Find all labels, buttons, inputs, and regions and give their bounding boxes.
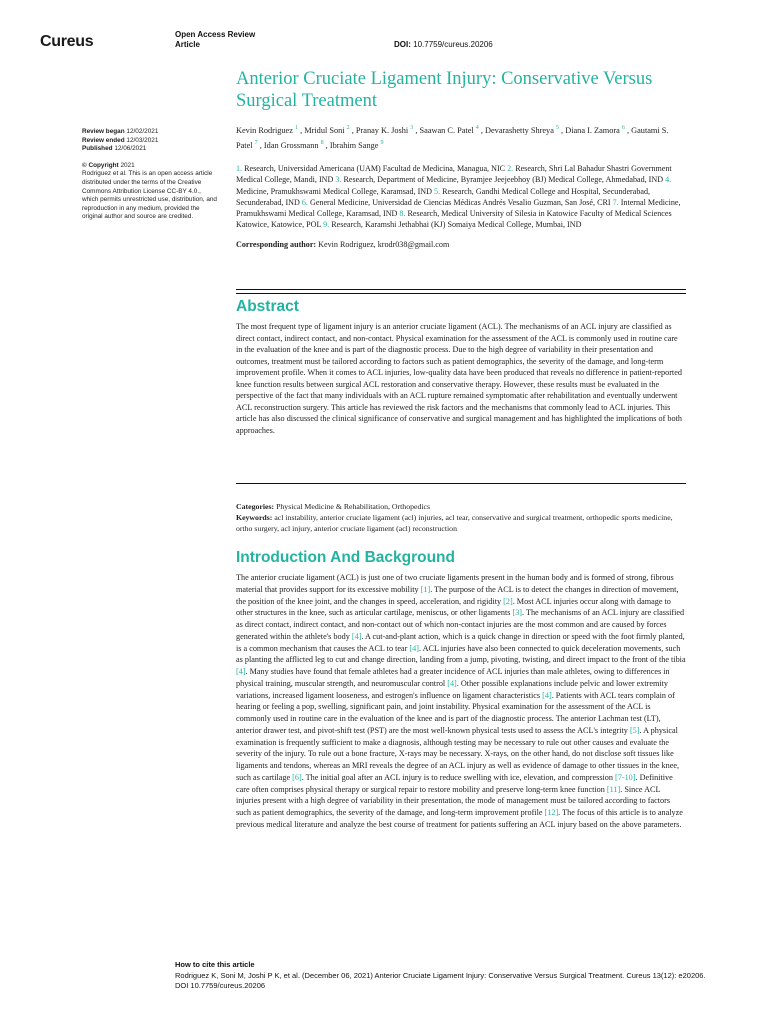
categories-value: Physical Medicine & Rehabilitation, Orthopedics bbox=[276, 502, 431, 511]
reference-link[interactable]: [4] bbox=[542, 690, 552, 700]
author-affiliation-number: 9 bbox=[380, 140, 384, 147]
cite-heading: How to cite this article bbox=[175, 960, 255, 969]
intro-text-segment: . Definitive care often comprises physical therapy or surgical repair to restore mobility and preserve long-term knee function bbox=[236, 772, 673, 794]
cureus-logo[interactable]: Cureus bbox=[40, 33, 94, 50]
affiliation-number: 9. bbox=[323, 220, 330, 230]
affiliation-number: 2. bbox=[507, 164, 514, 174]
affiliation-number: 6. bbox=[301, 197, 308, 207]
article-type bbox=[175, 30, 255, 50]
intro-text-segment: . ACL injuries have also been connected to quick deceleration movements, such as planting the afflicted leg to cut and change direction, landing from a jump, pivoting, twisting, and direct impact to the front of the tibia bbox=[236, 643, 686, 665]
author-affiliation-number: 4 bbox=[475, 125, 479, 131]
abstract-heading: Abstract bbox=[236, 298, 299, 315]
affiliation-text: Research, Medical University of Silesia in Katowice Faculty of Medical Sciences Katowice, Katowice, POL bbox=[236, 208, 672, 230]
published-date: 12/06/2021 bbox=[114, 145, 147, 153]
published bbox=[82, 145, 217, 154]
reference-link[interactable]: [7-10] bbox=[615, 772, 636, 782]
corresponding-label: Corresponding author: bbox=[236, 240, 317, 250]
reference-link[interactable]: [12] bbox=[544, 808, 559, 817]
reference-link[interactable]: [6] bbox=[292, 772, 302, 782]
article-header bbox=[236, 68, 686, 250]
author-name[interactable]: Diana I. Zamora bbox=[565, 125, 620, 135]
keywords bbox=[236, 512, 686, 534]
author-affiliation-number: 3 bbox=[410, 125, 414, 131]
review-ended-label: Review ended bbox=[82, 136, 125, 144]
categories bbox=[236, 501, 686, 512]
author-name[interactable]: Kevin Rodriguez bbox=[236, 125, 293, 135]
affiliation-text: Research, Karamshi Jethabhai (KJ) Somaiya Medical College, Mumbai, IND bbox=[331, 220, 582, 230]
intro-text-segment: The anterior cruciate ligament (ACL) is just one of two cruciate ligaments present in the human body and is formed of strong, fibrous material that provides support for its excessive mobility bbox=[236, 573, 674, 594]
review-began-date: 12/02/2021 bbox=[126, 128, 159, 135]
keywords-value: acl instability, anterior cruciate ligament (acl) injuries, acl tear, conservative and surgical treatment, orthopedic sports medicine, ortho surgery, acl injury, anterior cruciate ligament (acl) reconstruction bbox=[236, 513, 673, 533]
doi-label: DOI: bbox=[394, 40, 411, 49]
corresponding-author bbox=[236, 239, 686, 250]
reference-link[interactable]: [4] bbox=[236, 667, 246, 676]
intro-text-segment: . Since ACL injuries present with a high degree of variability in their presentation, the mode of management must be tailored according to factors such as patient demographics, the severity of the damage, and long-term improvement profile bbox=[236, 784, 671, 817]
author-name[interactable]: Pranay K. Joshi bbox=[355, 125, 409, 135]
categories-label: Categories: bbox=[236, 502, 275, 511]
sidebar bbox=[82, 128, 217, 222]
published-label: Published bbox=[82, 145, 113, 153]
doi bbox=[394, 40, 493, 49]
license-text: Rodriguez et al. This is an open access article distributed under the terms of the Creative Commons Attribution License CC-BY 4.0., which permits unrestricted use, distribution, and reproduction in any medium, provided the original author and source are credited. bbox=[82, 170, 217, 221]
author-name[interactable]: Idan Grossmann bbox=[263, 140, 319, 150]
abstract-text: The most frequent type of ligament injury is an anterior cruciate ligament (ACL). The mechanisms of an ACL injury are classified as direct contact, indirect contact, and non-contact. Physical examination for the assessment of the ACL is commonly used in routine care in the evaluation of the knee and is part of the diagnostic process. Due to the high degree of variability in their presentation and outcomes, treatment must be tailored according to factors such as patient demographics, the severity of the damage, and long-term improvement profile. When it comes to ACL injuries, low-quality data have been produced that reveals no difference in patient-reported knee function results between surgical ACL restoration and conservative therapy. However, these results must be evaluated in the perspective of the fact that many individuals with an ACL rupture remained symptomatic after rehabilitation and eventually underwent ACL reconstruction surgery. This article has reviewed the risk factors and the mechanisms that commonly lead to ACL injuries. This article has also discussed the clinical significance of conservative and surgical management and has highlighted the implications of both approaches. bbox=[236, 322, 682, 435]
reference-link[interactable]: [2] bbox=[503, 596, 513, 606]
intro-text-segment: . A cut-and-plant action, which is a quick change in direction or speed with the foot firmly planted, is a common mechanism that causes the ACL to tear bbox=[236, 631, 685, 653]
affiliation-text: Research, Gandhi Medical College and Hospital, Secunderabad, Secunderabad, IND bbox=[236, 186, 651, 207]
affiliation-number: 5. bbox=[434, 186, 441, 196]
intro-heading: Introduction And Background bbox=[236, 549, 455, 566]
intro-text-segment: . The initial goal after an ACL injury is to reduce swelling with ice, elevation, and compression bbox=[301, 772, 616, 782]
section-divider-double bbox=[236, 289, 686, 294]
cite-text: Rodriguez K, Soni M, Joshi P K, et al. (December 06, 2021) Anterior Cruciate Ligament Injury: Conservative Versus Surgical Treatment. Cureus 13(12): e20206. DOI 10.7759/cureus.20206 bbox=[175, 971, 706, 990]
article-type-line1: Open Access Review bbox=[175, 30, 256, 39]
affiliation-text: Internal Medicine, Pramukhswami Medical College, Karamsad, IND bbox=[236, 197, 681, 218]
author-affiliation-number: 2 bbox=[346, 125, 350, 131]
author-list: Kevin Rodriguez $^1$ , Mridul Soni $^2$ , Pranay K. Joshi $^3$ , Saawan C. Patel $^4$ , Devarashetty Shreya $^5$ , Diana I. Zamora $^6$ , Gautami S. Patel $^7$ , Idan Grossmann $^8$ , Ibrahim Sange $^9$ bbox=[236, 125, 669, 150]
reference-link[interactable]: [11] bbox=[606, 784, 621, 794]
affiliation-number: 4. bbox=[665, 175, 672, 185]
reference-link[interactable]: [4] bbox=[409, 643, 419, 653]
intro-text-segment: . The purpose of the ACL is to detect the changes in direction of movement, the position of the knee joint, and the changes in speed, acceleration, and rigidity bbox=[236, 584, 679, 606]
copyright bbox=[82, 162, 217, 171]
author-name[interactable]: Gautami S. Patel bbox=[236, 125, 669, 150]
review-began-label: Review began bbox=[82, 128, 125, 135]
author-affiliation-number: 7 bbox=[254, 140, 258, 147]
author-name[interactable]: Mridul Soni bbox=[304, 125, 345, 135]
article-title: Anterior Cruciate Ligament Injury: Conservative Versus Surgical Treatment bbox=[236, 69, 653, 111]
reference-link[interactable]: [5] bbox=[629, 725, 640, 735]
reference-link[interactable]: [4] bbox=[447, 678, 457, 688]
categories-keywords bbox=[236, 501, 686, 534]
review-ended bbox=[82, 137, 217, 146]
affiliation-text: General Medicine, Universidad de Ciencias Médicas Andrés Vesalio Guzman, San José, CRI bbox=[309, 197, 611, 207]
reference-link[interactable]: [4] bbox=[351, 631, 362, 641]
intro-text-segment: . The focus of this article is to analyze previous medical literature and analyze the best course of treatment for patients suffering an ACL injury based on the above parameters. bbox=[236, 808, 683, 829]
author-name[interactable]: Saawan C. Patel bbox=[419, 125, 474, 135]
intro-text-segment: . Most ACL injuries occur along with damage to other structures in the knee, such as articular cartilage, meniscus, or other ligaments bbox=[236, 596, 671, 618]
affiliation-text: Research, Department of Medicine, Byramjee Jeejeebhoy (BJ) Medical College, Ahmedabad, IND bbox=[343, 175, 664, 185]
author-name[interactable]: Ibrahim Sange bbox=[329, 140, 379, 150]
author-affiliation-number: 1 bbox=[295, 125, 298, 131]
copyright-year: 2021 bbox=[120, 161, 135, 169]
author-name[interactable]: Devarashetty Shreya bbox=[485, 125, 554, 135]
author-affiliation-number: 8 bbox=[320, 140, 324, 147]
how-to-cite bbox=[175, 960, 715, 991]
intro-text bbox=[236, 572, 686, 831]
author-affiliation-number: 5 bbox=[555, 125, 559, 131]
reference-link[interactable]: [3] bbox=[512, 608, 523, 618]
intro-text-segment: . Many studies have found that female athletes had a greater incidence of ACL injuries than male athletes, owing to differences in physical training, muscular strength, and neuromuscular control bbox=[236, 667, 670, 688]
intro-text-segment: . Other possible explanations include pelvic and lower extremity variations, increased ligament looseness, and estrogen's influence on ligament characteristics bbox=[236, 678, 669, 700]
article-type-line2: Article bbox=[175, 40, 200, 49]
review-ended-date: 12/03/2021 bbox=[126, 136, 159, 144]
copyright-label: © Copyright bbox=[82, 161, 119, 169]
affiliation-list bbox=[236, 163, 686, 230]
keywords-label: Keywords: bbox=[236, 513, 273, 522]
intro-text-segment: . Patients with ACL tears complain of hearing or feeling a pop, swelling, significant pain, and joint instability. Physical examination for the assessment of the ACL is commonly used in routine care in the evaluation of the knee and is part of the diagnostic process. The anterior Lachman test (LT), anterior drawer test, and pivot-shift test (PST) are the most well-known physical tests used to assess the ACL's integrity bbox=[236, 690, 675, 735]
review-began bbox=[82, 128, 217, 137]
intro-text-segment: . A physical examination is frequently sufficient to make a diagnosis, although testing may be necessary to rule out other causes and evaluate the severity of the injury. To rule out a bone fracture, X-rays may be necessary. X-rays, on the other hand, do not disclose soft tissues like ligaments and tendons, whereas an MRI reveals the degree of an ACL injury as well as evidence of damage to other tissues in the knee, such as cartilage bbox=[236, 725, 680, 782]
affiliation-number: 3. bbox=[335, 175, 342, 185]
corresponding-value[interactable]: Kevin Rodriguez, krodr038@gmail.com bbox=[318, 240, 450, 250]
affiliation-number: 8. bbox=[399, 208, 406, 218]
affiliation-number: 7. bbox=[612, 197, 619, 207]
section-divider bbox=[236, 483, 686, 484]
affiliation-number: 1. bbox=[236, 164, 243, 174]
affiliation-text: Research, Universidad Americana (UAM) Facultad de Medicina, Managua, NIC bbox=[244, 164, 506, 174]
author-affiliation-number: 6 bbox=[621, 125, 625, 131]
affiliation-text: Medicine, Pramukhswami Medical College, Karamsad, IND bbox=[236, 186, 432, 196]
intro-text-segment: . The mechanisms of an ACL injury are classified as direct contact, indirect contact, and non-contact out of which non-contact injuries are the most common and are caused by forces generated within the athlete's body bbox=[236, 608, 685, 641]
affiliation-text: Research, Shri Lal Bahadur Shastri Government Medical College, Mandi, IND bbox=[236, 164, 672, 185]
reference-link[interactable]: [1] bbox=[420, 584, 431, 594]
doi-link[interactable]: 10.7759/cureus.20206 bbox=[413, 40, 493, 49]
